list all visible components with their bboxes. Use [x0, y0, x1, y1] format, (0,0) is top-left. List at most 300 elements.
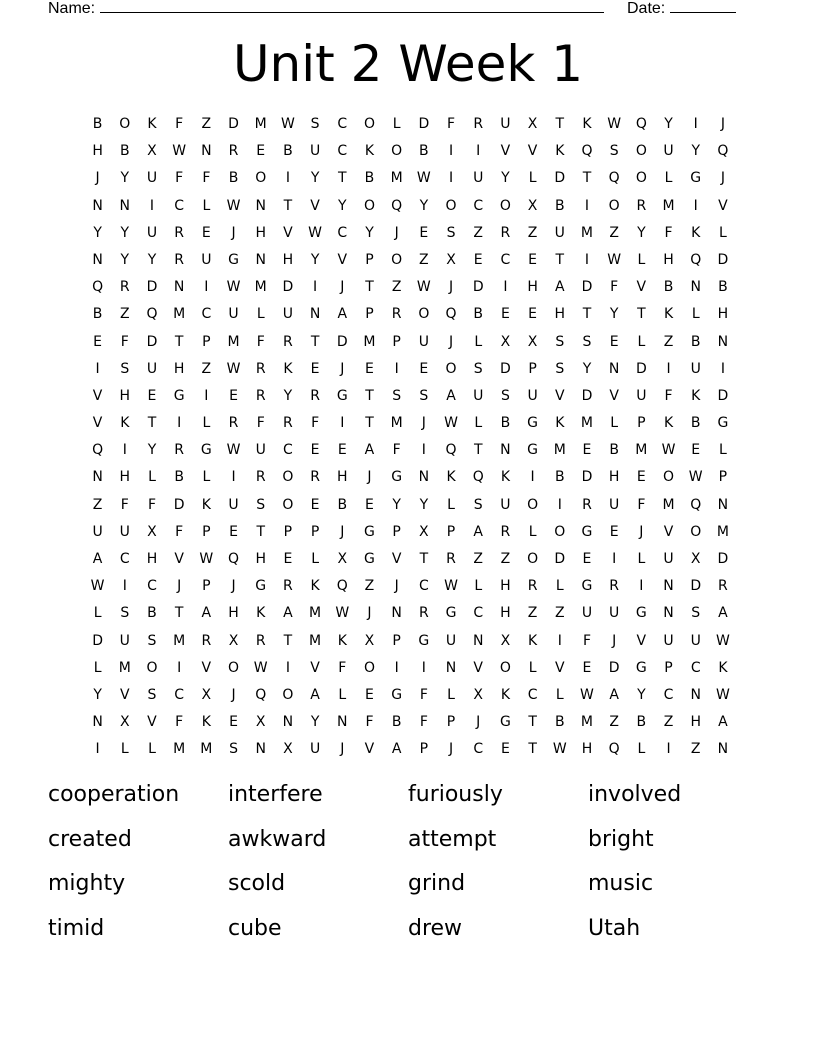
grid-letter[interactable]: P [446, 714, 456, 731]
grid-letter[interactable]: H [92, 143, 103, 160]
grid-letter[interactable]: I [394, 360, 399, 377]
grid-letter[interactable]: T [419, 551, 429, 567]
grid-letter[interactable]: I [177, 659, 182, 676]
grid-letter[interactable]: D [717, 251, 729, 268]
grid-letter[interactable]: O [635, 170, 647, 187]
grid-letter[interactable]: U [255, 442, 266, 459]
date-field[interactable] [627, 0, 736, 18]
grid-letter[interactable]: B [718, 279, 728, 296]
grid-letter[interactable]: M [662, 197, 675, 214]
grid-letter[interactable]: J [720, 116, 725, 132]
grid-letter[interactable]: O [690, 523, 702, 540]
grid-letter[interactable]: B [337, 496, 348, 513]
grid-letter[interactable]: H [228, 605, 239, 622]
grid-letter[interactable]: W [308, 224, 323, 241]
grid-letter[interactable]: J [720, 170, 725, 187]
grid-letter[interactable]: F [582, 632, 591, 649]
grid-letter[interactable]: R [636, 197, 647, 214]
grid-letter[interactable]: M [580, 714, 594, 731]
grid-letter[interactable]: E [229, 523, 238, 540]
grid-letter[interactable]: B [119, 143, 130, 160]
grid-letter[interactable]: F [610, 279, 619, 296]
grid-letter[interactable]: H [146, 551, 158, 567]
grid-letter[interactable]: B [663, 279, 674, 296]
grid-letter[interactable]: K [446, 469, 456, 486]
grid-letter[interactable]: P [365, 251, 374, 268]
grid-letter[interactable]: W [688, 469, 703, 486]
grid-letter[interactable]: I [95, 741, 100, 758]
grid-letter[interactable]: N [717, 333, 729, 350]
grid-letter[interactable]: Z [473, 551, 484, 567]
grid-letter[interactable]: I [204, 387, 209, 404]
grid-letter[interactable]: V [92, 415, 103, 432]
grid-letter[interactable]: W [444, 415, 458, 432]
grid-letter[interactable]: V [119, 686, 130, 703]
grid-letter[interactable]: U [663, 632, 674, 649]
grid-letter[interactable]: D [146, 333, 158, 350]
grid-letter[interactable]: G [499, 714, 511, 731]
grid-letter[interactable]: Y [147, 442, 157, 459]
grid-letter[interactable]: G [364, 523, 375, 540]
grid-letter[interactable]: M [580, 224, 594, 241]
grid-letter[interactable]: V [500, 143, 511, 160]
grid-letter[interactable]: Z [391, 279, 402, 296]
grid-letter[interactable]: B [690, 333, 701, 350]
grid-letter[interactable]: C [418, 578, 429, 595]
grid-letter[interactable]: M [635, 442, 648, 459]
grid-letter[interactable]: J [394, 578, 399, 595]
grid-letter[interactable]: U [309, 741, 321, 758]
grid-letter[interactable]: K [663, 415, 674, 432]
grid-letter[interactable]: V [609, 387, 619, 404]
grid-letter[interactable]: L [148, 469, 156, 486]
grid-letter[interactable]: V [636, 632, 647, 649]
grid-letter[interactable]: D [581, 279, 593, 296]
grid-letter[interactable]: F [256, 415, 265, 432]
grid-letter[interactable]: L [93, 659, 102, 676]
grid-letter[interactable]: C [473, 741, 484, 758]
grid-letter[interactable]: X [147, 523, 157, 540]
grid-letter[interactable]: U [146, 224, 158, 241]
grid-letter[interactable]: T [473, 442, 483, 459]
grid-letter[interactable]: H [608, 469, 620, 486]
grid-letter[interactable]: S [147, 632, 157, 649]
grid-letter[interactable]: U [146, 170, 158, 187]
grid-letter[interactable]: O [635, 143, 647, 160]
grid-letter[interactable]: K [691, 224, 701, 241]
grid-letter[interactable]: R [255, 469, 266, 486]
grid-letter[interactable]: U [309, 143, 321, 160]
grid-letter[interactable]: P [637, 415, 646, 432]
grid-letter[interactable]: I [285, 659, 290, 676]
grid-letter[interactable]: I [503, 279, 508, 296]
grid-letter[interactable]: F [419, 686, 428, 703]
grid-letter[interactable]: Z [419, 251, 429, 268]
grid-letter[interactable]: W [226, 279, 241, 296]
grid-letter[interactable]: O [445, 197, 457, 214]
grid-letter[interactable]: X [147, 143, 157, 160]
grid-letter[interactable]: R [228, 415, 239, 432]
grid-letter[interactable]: R [283, 415, 293, 432]
grid-letter[interactable]: X [527, 333, 538, 350]
grid-letter[interactable]: B [364, 170, 375, 187]
grid-letter[interactable]: R [582, 496, 592, 513]
grid-letter[interactable]: B [391, 714, 402, 731]
grid-letter[interactable]: F [392, 442, 401, 459]
grid-letter[interactable]: J [639, 523, 644, 540]
grid-letter[interactable]: U [663, 551, 674, 567]
grid-letter[interactable]: K [256, 605, 266, 622]
grid-letter[interactable]: W [715, 632, 730, 649]
grid-letter[interactable]: Q [228, 551, 240, 567]
grid-letter[interactable]: Q [472, 469, 484, 486]
grid-letter[interactable]: H [527, 279, 538, 296]
grid-letter[interactable]: D [146, 279, 158, 296]
grid-letter[interactable]: Q [92, 279, 104, 296]
grid-letter[interactable]: O [499, 659, 511, 676]
grid-letter[interactable]: V [147, 714, 157, 731]
grid-letter[interactable]: N [92, 714, 103, 731]
grid-letter[interactable]: Y [419, 197, 429, 214]
grid-letter[interactable]: A [446, 387, 456, 404]
grid-letter[interactable]: J [367, 469, 372, 486]
grid-letter[interactable]: W [416, 170, 431, 187]
grid-letter[interactable]: L [719, 224, 727, 241]
grid-letter[interactable]: I [693, 116, 698, 132]
grid-letter[interactable]: S [691, 605, 701, 622]
grid-letter[interactable]: T [555, 116, 565, 132]
grid-letter[interactable]: A [473, 523, 483, 540]
grid-letter[interactable]: U [228, 306, 239, 323]
grid-letter[interactable]: A [283, 605, 293, 622]
grid-letter[interactable]: G [717, 415, 729, 432]
grid-letter[interactable]: T [582, 306, 592, 323]
grid-letter[interactable]: K [147, 116, 157, 132]
grid-letter[interactable]: W [280, 116, 295, 132]
grid-letter[interactable]: L [202, 197, 211, 214]
grid-letter[interactable]: O [418, 306, 430, 323]
grid-letter[interactable]: X [255, 714, 266, 731]
grid-letter[interactable]: N [472, 632, 484, 649]
grid-letter[interactable]: G [445, 605, 457, 622]
grid-letter[interactable]: I [476, 143, 481, 160]
grid-letter[interactable]: I [693, 197, 698, 214]
grid-letter[interactable]: C [174, 197, 185, 214]
grid-letter[interactable]: M [662, 496, 675, 513]
grid-letter[interactable]: L [202, 415, 211, 432]
grid-letter[interactable]: G [391, 469, 403, 486]
grid-letter[interactable]: V [636, 279, 647, 296]
grid-letter[interactable]: K [337, 632, 347, 649]
grid-letter[interactable]: A [364, 442, 375, 459]
grid-letter[interactable]: I [285, 170, 290, 187]
grid-letter[interactable]: L [311, 551, 319, 567]
grid-letter[interactable]: J [367, 605, 372, 622]
grid-letter[interactable]: N [391, 605, 402, 622]
grid-letter[interactable]: N [717, 741, 729, 758]
grid-letter[interactable]: D [336, 333, 348, 350]
grid-letter[interactable]: K [528, 632, 538, 649]
grid-letter[interactable]: X [500, 632, 511, 649]
grid-letter[interactable]: P [446, 523, 456, 540]
grid-letter[interactable]: H [690, 714, 701, 731]
grid-letter[interactable]: I [448, 170, 454, 187]
grid-letter[interactable]: H [282, 251, 294, 268]
grid-letter[interactable]: V [283, 224, 293, 241]
grid-letter[interactable]: N [663, 578, 674, 595]
grid-letter[interactable]: I [149, 197, 155, 214]
grid-letter[interactable]: C [663, 686, 674, 703]
grid-letter[interactable]: G [581, 578, 593, 595]
grid-letter[interactable]: R [255, 387, 266, 404]
grid-letter[interactable]: E [365, 496, 374, 513]
grid-letter[interactable]: F [147, 496, 156, 513]
grid-letter[interactable]: E [691, 442, 701, 459]
grid-letter[interactable]: A [201, 605, 212, 622]
grid-letter[interactable]: X [527, 116, 538, 132]
grid-letter[interactable]: E [609, 523, 619, 540]
grid-letter[interactable]: C [500, 251, 511, 268]
grid-letter[interactable]: Z [690, 741, 701, 758]
grid-letter[interactable]: E [147, 387, 157, 404]
grid-letter[interactable]: I [720, 360, 725, 377]
grid-letter[interactable]: Y [310, 714, 320, 731]
grid-letter[interactable]: H [119, 469, 131, 486]
grid-letter[interactable]: X [446, 251, 456, 268]
grid-letter[interactable]: B [554, 714, 565, 731]
grid-letter[interactable]: H [554, 306, 566, 323]
grid-letter[interactable]: F [120, 333, 129, 350]
grid-letter[interactable]: E [582, 442, 592, 459]
grid-letter[interactable]: E [229, 387, 238, 404]
grid-letter[interactable]: J [394, 224, 399, 241]
grid-letter[interactable]: L [447, 496, 455, 513]
grid-letter[interactable]: J [231, 578, 236, 595]
grid-letter[interactable]: F [202, 170, 211, 187]
grid-letter[interactable]: T [256, 523, 265, 540]
grid-letter[interactable]: N [255, 197, 266, 214]
grid-letter[interactable]: K [691, 387, 701, 404]
grid-letter[interactable]: L [555, 578, 564, 595]
grid-letter[interactable]: F [664, 224, 673, 241]
grid-letter[interactable]: E [365, 686, 374, 703]
grid-letter[interactable]: B [473, 306, 484, 323]
grid-letter[interactable]: D [690, 578, 702, 595]
grid-letter[interactable]: Z [609, 224, 619, 241]
grid-letter[interactable]: C [690, 659, 701, 676]
grid-letter[interactable]: L [447, 686, 455, 703]
grid-letter[interactable]: U [473, 387, 484, 404]
grid-letter[interactable]: Q [581, 143, 593, 160]
grid-letter[interactable]: U [473, 170, 484, 187]
grid-letter[interactable]: T [365, 415, 374, 432]
grid-letter[interactable]: T [283, 197, 293, 214]
grid-letter[interactable]: J [177, 578, 182, 595]
grid-letter[interactable]: Y [120, 224, 130, 241]
grid-letter[interactable]: A [718, 605, 728, 622]
grid-letter[interactable]: B [283, 143, 293, 160]
grid-letter[interactable]: K [555, 415, 565, 432]
grid-letter[interactable]: G [336, 387, 348, 404]
grid-letter[interactable]: Z [663, 333, 674, 350]
grid-letter[interactable]: S [500, 387, 510, 404]
grid-letter[interactable]: B [500, 415, 511, 432]
grid-letter[interactable]: P [392, 632, 401, 649]
grid-letter[interactable]: B [147, 605, 157, 622]
grid-letter[interactable]: Z [663, 714, 674, 731]
grid-letter[interactable]: N [500, 442, 511, 459]
name-blank-line[interactable] [100, 0, 604, 13]
grid-letter[interactable]: K [500, 469, 510, 486]
grid-letter[interactable]: I [639, 578, 644, 595]
grid-letter[interactable]: T [283, 632, 293, 649]
grid-letter[interactable]: L [202, 469, 211, 486]
grid-letter[interactable]: D [717, 387, 729, 404]
grid-letter[interactable]: C [283, 442, 293, 459]
grid-letter[interactable]: O [228, 659, 240, 676]
grid-letter[interactable]: Z [201, 116, 212, 132]
grid-letter[interactable]: K [310, 578, 320, 595]
grid-letter[interactable]: V [527, 143, 538, 160]
grid-letter[interactable]: H [119, 387, 131, 404]
grid-letter[interactable]: H [500, 578, 511, 595]
grid-letter[interactable]: L [474, 415, 483, 432]
grid-letter[interactable]: E [500, 741, 510, 758]
grid-letter[interactable]: Z [473, 224, 484, 241]
grid-letter[interactable]: I [421, 659, 426, 676]
grid-letter[interactable]: N [445, 659, 457, 676]
grid-letter[interactable]: H [255, 551, 266, 567]
grid-letter[interactable]: J [448, 333, 454, 350]
grid-letter[interactable]: M [227, 333, 240, 350]
grid-letter[interactable]: G [255, 578, 267, 595]
grid-letter[interactable]: G [228, 251, 239, 268]
grid-letter[interactable]: N [255, 251, 266, 268]
grid-letter[interactable]: O [119, 116, 131, 132]
grid-letter[interactable]: N [173, 279, 185, 296]
grid-letter[interactable]: O [282, 496, 294, 513]
grid-letter[interactable]: F [175, 170, 184, 187]
grid-letter[interactable]: E [310, 360, 320, 377]
grid-letter[interactable]: W [580, 686, 594, 703]
grid-letter[interactable]: W [253, 659, 268, 676]
grid-letter[interactable]: Q [445, 442, 457, 459]
grid-letter[interactable]: O [527, 551, 539, 567]
grid-letter[interactable]: B [92, 116, 103, 132]
grid-letter[interactable]: U [119, 523, 130, 540]
grid-letter[interactable]: H [717, 306, 729, 323]
name-field[interactable] [48, 0, 604, 18]
grid-letter[interactable]: Z [609, 714, 619, 731]
grid-letter[interactable]: A [391, 741, 402, 758]
grid-letter[interactable]: R [718, 578, 728, 595]
grid-letter[interactable]: T [365, 279, 374, 296]
grid-letter[interactable]: N [92, 251, 103, 268]
grid-letter[interactable]: U [663, 143, 674, 160]
grid-letter[interactable]: E [473, 251, 483, 268]
grid-letter[interactable]: I [340, 415, 345, 432]
grid-letter[interactable]: F [175, 714, 184, 731]
grid-letter[interactable]: J [231, 686, 236, 703]
grid-letter[interactable]: D [173, 496, 185, 513]
grid-letter[interactable]: V [310, 659, 320, 676]
grid-letter[interactable]: U [581, 605, 593, 622]
grid-letter[interactable]: V [473, 659, 483, 676]
grid-letter[interactable]: L [474, 578, 483, 595]
grid-letter[interactable]: U [554, 224, 565, 241]
grid-letter[interactable]: R [119, 279, 130, 296]
grid-letter[interactable]: S [120, 360, 130, 377]
grid-letter[interactable]: V [718, 197, 728, 214]
grid-letter[interactable]: T [637, 306, 646, 323]
grid-letter[interactable]: N [92, 197, 103, 214]
grid-letter[interactable]: D [581, 469, 593, 486]
grid-letter[interactable]: U [609, 605, 620, 622]
grid-letter[interactable]: M [553, 442, 566, 459]
grid-letter[interactable]: E [500, 306, 510, 323]
grid-letter[interactable]: U [636, 387, 647, 404]
grid-letter[interactable]: M [173, 306, 186, 323]
grid-letter[interactable]: U [228, 496, 239, 513]
grid-letter[interactable]: G [173, 387, 185, 404]
grid-letter[interactable]: O [391, 251, 403, 268]
grid-letter[interactable]: E [229, 714, 238, 731]
grid-letter[interactable]: F [365, 714, 374, 731]
grid-letter[interactable]: J [476, 714, 481, 731]
grid-letter[interactable]: Y [310, 251, 320, 268]
grid-letter[interactable]: E [609, 333, 619, 350]
grid-letter[interactable]: S [473, 360, 483, 377]
grid-letter[interactable]: V [174, 551, 184, 567]
grid-letter[interactable]: C [147, 578, 157, 595]
grid-letter[interactable]: Z [527, 224, 538, 241]
grid-letter[interactable]: F [664, 387, 673, 404]
grid-letter[interactable]: P [718, 469, 728, 486]
grid-letter[interactable]: Z [92, 496, 103, 513]
grid-letter[interactable]: Y [120, 170, 130, 187]
grid-letter[interactable]: C [337, 143, 348, 160]
grid-letter[interactable]: P [392, 523, 401, 540]
grid-letter[interactable]: I [177, 415, 182, 432]
grid-letter[interactable]: D [608, 659, 620, 676]
grid-letter[interactable]: N [282, 714, 294, 731]
grid-letter[interactable]: U [282, 306, 294, 323]
grid-letter[interactable]: F [419, 714, 428, 731]
grid-letter[interactable]: A [609, 686, 619, 703]
grid-letter[interactable]: B [609, 442, 619, 459]
grid-letter[interactable]: I [584, 197, 590, 214]
grid-letter[interactable]: L [610, 415, 619, 432]
grid-letter[interactable]: T [528, 714, 537, 731]
grid-letter[interactable]: R [283, 333, 293, 350]
grid-letter[interactable]: J [340, 360, 345, 377]
grid-letter[interactable]: A [92, 551, 103, 567]
grid-letter[interactable]: X [364, 632, 375, 649]
grid-letter[interactable]: R [500, 224, 511, 241]
grid-letter[interactable]: J [340, 741, 345, 758]
grid-letter[interactable]: I [95, 360, 100, 377]
grid-letter[interactable]: Y [120, 251, 130, 268]
grid-letter[interactable]: F [311, 415, 320, 432]
grid-letter[interactable]: F [447, 116, 456, 132]
grid-letter[interactable]: L [120, 741, 129, 758]
grid-letter[interactable]: Y [419, 496, 429, 513]
grid-letter[interactable]: M [390, 170, 403, 187]
grid-letter[interactable]: G [581, 523, 593, 540]
grid-letter[interactable]: R [174, 442, 185, 459]
grid-letter[interactable]: U [500, 496, 511, 513]
grid-letter[interactable]: E [256, 143, 266, 160]
